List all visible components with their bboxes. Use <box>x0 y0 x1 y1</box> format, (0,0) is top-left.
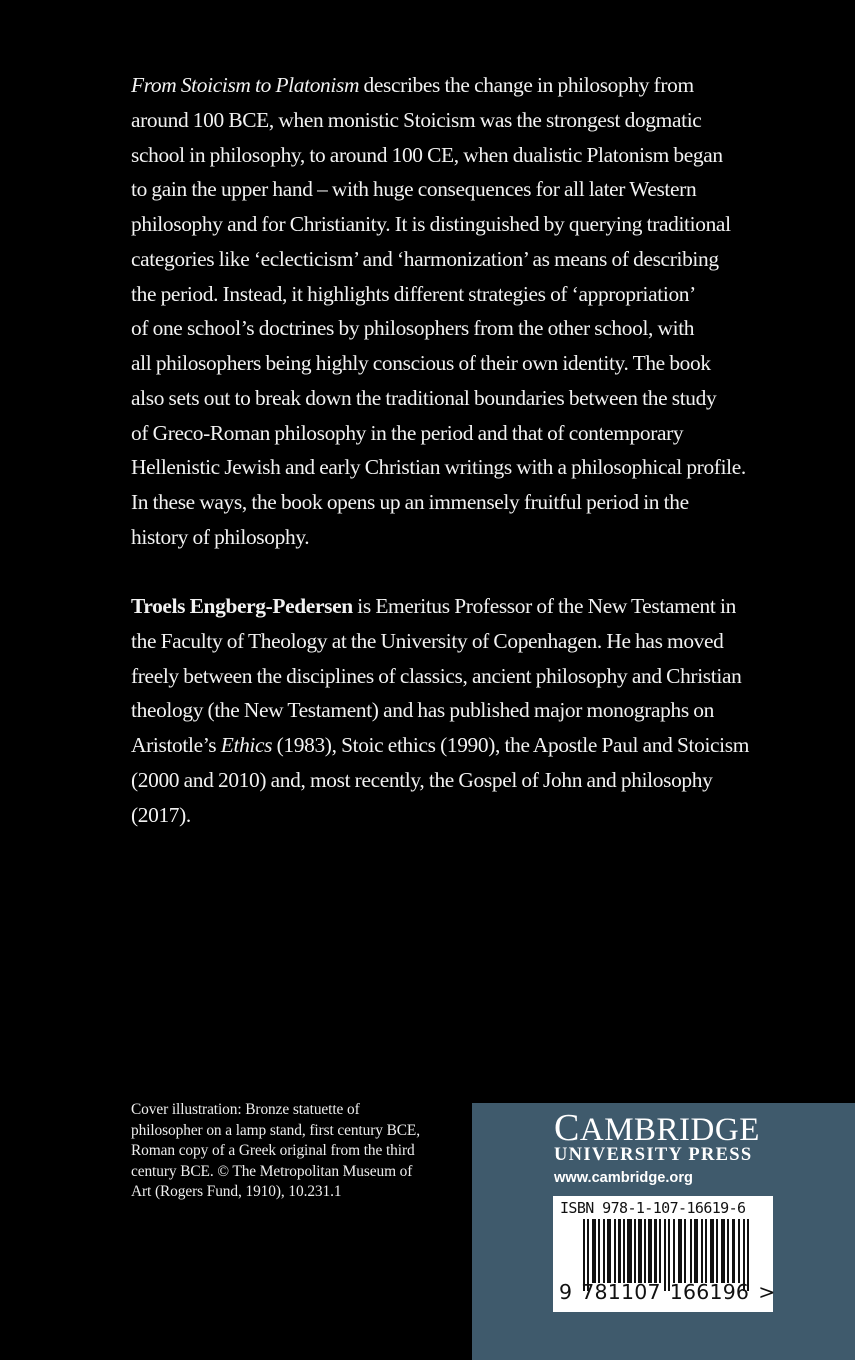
isbn-label: ISBN 978-1-107-16619-6 <box>560 1199 746 1217</box>
bio-line: freely between the disciplines of classics, ancient philosophy and Christian <box>131 663 742 688</box>
credit-line: philosopher on a lamp stand, first century BCE, <box>131 1121 420 1139</box>
bio-line: theology (the New Testament) and has published major monographs on <box>131 698 714 723</box>
description-line: categories like ‘eclecticism’ and ‘harmonization’ as means of describing <box>131 246 719 271</box>
credit-line: Cover illustration: Bronze statuette of <box>131 1101 360 1118</box>
bio-line: (2000 and 2010) and, most recently, the Gospel of John and philosophy <box>131 767 713 792</box>
description-line: In these ways, the book opens up an immensely fruitful period in the <box>131 490 689 514</box>
author-name: Troels Engberg-Pedersen <box>131 594 353 618</box>
credit-line: Art (Rogers Fund, 1910), 10.231.1 <box>131 1183 342 1201</box>
credit-line: Roman copy of a Greek original from the third <box>131 1142 415 1160</box>
description-line: of one school’s doctrines by philosophers from the other school, with <box>131 316 695 341</box>
work-title: Ethics <box>220 733 273 757</box>
description-line: school in philosophy, to around 100 CE, when dualistic Platonism began <box>131 142 723 167</box>
publisher-subtitle: UNIVERSITY PRESS <box>554 1145 753 1165</box>
publisher-panel <box>472 1103 855 1360</box>
description-line: to gain the upper hand – with huge consequences for all later Western <box>131 177 697 202</box>
description-line: philosophy and for Christianity. It is distinguished by querying traditional <box>131 212 731 236</box>
bio-line: Troels Engberg-Pedersen is Emeritus Professor of the New Testament in <box>131 594 736 618</box>
barcode-bars-icon <box>583 1219 751 1283</box>
cover-illustration-credit <box>131 1100 471 1203</box>
quiet-zone-mark-icon: > <box>758 1280 776 1304</box>
bio-line: (2017). <box>131 802 191 827</box>
description-line: From Stoicism to Platonism describes the change in philosophy from <box>131 73 694 97</box>
isbn-barcode <box>553 1196 776 1312</box>
book-description <box>131 68 831 555</box>
description-line: also sets out to break down the traditional boundaries between the study <box>131 385 717 410</box>
credit-line: century BCE. © The Metropolitan Museum of <box>131 1162 413 1180</box>
bio-line: the Faculty of Theology at the University of Copenhagen. He has moved <box>131 628 724 653</box>
author-bio <box>131 589 831 832</box>
description-line: of Greco-Roman philosophy in the period and that of contemporary <box>131 420 684 445</box>
publisher-url: www.cambridge.org <box>554 1170 693 1186</box>
description-line: the period. Instead, it highlights different strategies of ‘appropriation’ <box>131 281 696 306</box>
ean-digits: 9 781107 166196 > <box>559 1280 776 1304</box>
description-line: around 100 BCE, when monistic Stoicism was the strongest dogmatic <box>131 107 702 132</box>
description-line: all philosophers being highly conscious of their own identity. The book <box>131 351 711 375</box>
publisher-logo-wordmark: CAMBRIDGE <box>554 1107 760 1149</box>
book-title: From Stoicism to Platonism <box>131 73 360 97</box>
bio-line: Aristotle’s Ethics (1983), Stoic ethics (1990), the Apostle Paul and Stoicism <box>131 733 750 757</box>
description-line: Hellenistic Jewish and early Christian writings with a philosophical profile. <box>131 455 746 480</box>
description-line: history of philosophy. <box>131 524 310 549</box>
